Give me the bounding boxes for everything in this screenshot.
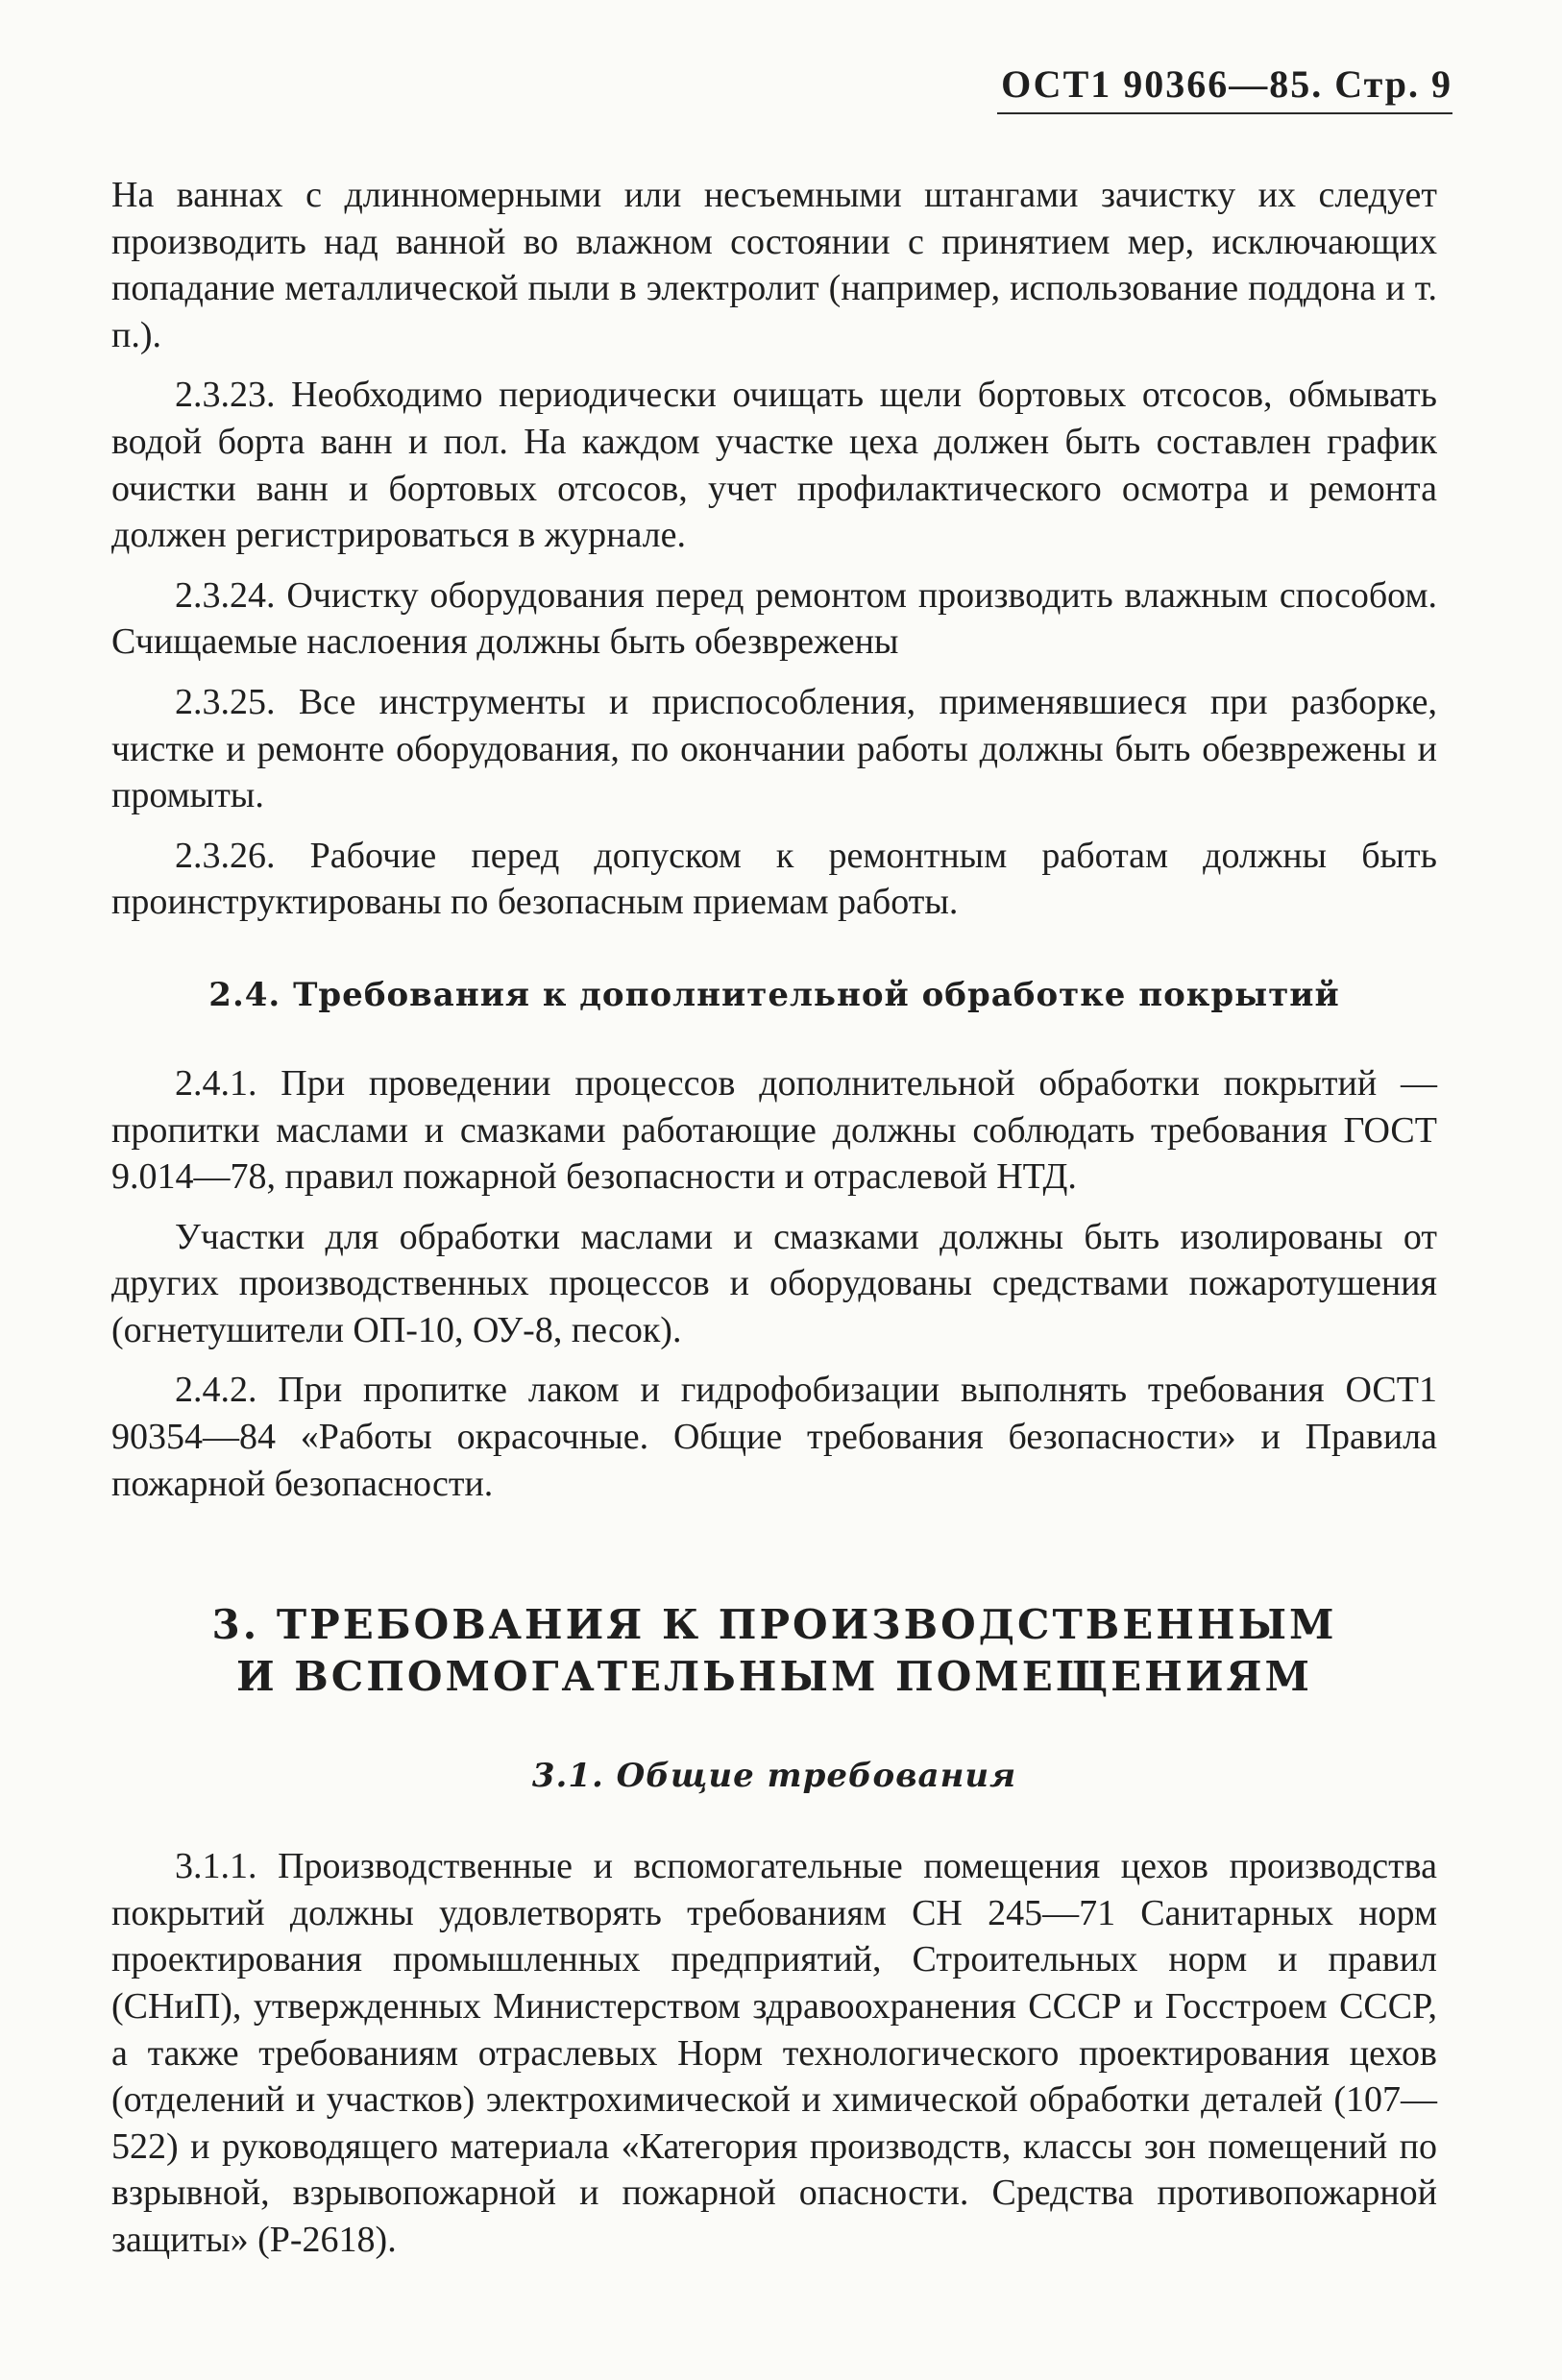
running-title: ОСТ1 90366—85. Стр. 9 [997, 61, 1452, 114]
paragraph-2-4-2: 2.4.2. При пропитке лаком и гидрофобизации выполнять требования ОСТ1 90354—84 «Работы окрасочные. Общие требования безопасности» и Правила пожарной безопасности. [111, 1370, 1437, 1504]
paragraph-2-4-1: 2.4.1. При проведении процессов дополнительной обработки покрытий — пропитки маслами и смазками работающие должны соблюдать требования ГОСТ 9.014—78, правил пожарной безопасности и отраслевой НТД. [111, 1062, 1437, 1198]
paragraph-2-3-23: 2.3.23. Необходимо периодически очищать щели бортовых отсосов, обмывать водой борта ванн и пол. На каждом участке цеха должен быть составлен график очистки ванн и бортовых отсосов, учет профилактического осмотра и ремонта должен регистрироваться в журнале. [111, 375, 1437, 556]
chapter-3-title-line2: И ВСПОМОГАТЕЛЬНЫМ ПОМЕЩЕНИЯМ [235, 1653, 1313, 1701]
document-page [111, 61, 1452, 2277]
paragraph-continuation: На ваннах с длинномерными или несъемными штангами зачистку их следует производить над ванной во влажном состоянии с принятием мер, исключающих попадание металлической пыли в электролит (например, использование поддона и т. п.). [111, 175, 1437, 355]
document-body [111, 172, 1437, 2264]
paragraph-2-3-26: 2.3.26. Рабочие перед допуском к ремонтным работам должны быть проинструктированы по безопасным приемам работы. [111, 835, 1437, 923]
paragraph-2-3-24: 2.3.24. Очистку оборудования перед ремонтом производить влажным способом. Счищаемые наслоения должны быть обезврежены [111, 574, 1437, 663]
page-header [111, 61, 1452, 114]
paragraph-oil-areas: Участки для обработки маслами и смазками должны быть изолированы от других производственных процессов и оборудованы средствами пожаротушения (огнетушители ОП-10, ОУ-8, песок). [111, 1216, 1437, 1350]
chapter-3-title-line1: 3. ТРЕБОВАНИЯ К ПРОИЗВОДСТВЕННЫМ [211, 1601, 1337, 1649]
paragraph-3-1-1: 3.1.1. Производственные и вспомогательные помещения цехов производства покрытий должны удовлетворять требованиям СН 245—71 Санитарных норм проектирования промышленных предприятий, Строительных норм и правил (СНиП), утвержденных Министерством здравоохранения СССР и Госстроем СССР, а также требованиям отраслевых Норм технологического проектирования цехов (отделений и участков) электрохимической и химической обработки деталей (107—522) и руководящего материала «Категория производств, классы зон помещений по взрывной, взрывопожарной и пожарной опасности. Средства противопожарной защиты» (Р-2618). [111, 1846, 1437, 2260]
subsection-3-1-title: 3.1. Общие требования [531, 1757, 1017, 1796]
chapter-3-title [111, 1599, 1437, 1703]
section-2-4-title: 2.4. Требования к дополнительной обработке покрытий [208, 975, 1340, 1014]
paragraph-2-3-25: 2.3.25. Все инструменты и приспособления, применявшиеся при разборке, чистке и ремонте оборудования, по окончании работы должны быть обезврежены и промыты. [111, 681, 1437, 816]
